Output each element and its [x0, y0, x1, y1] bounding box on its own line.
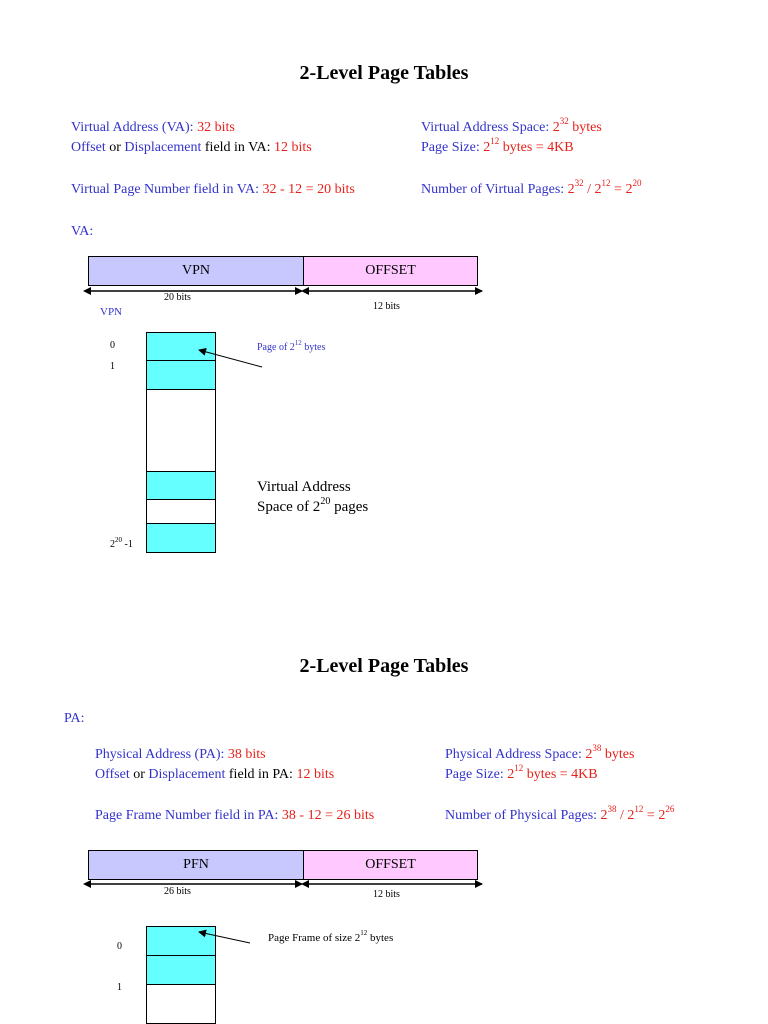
offset-word: Offset — [71, 140, 106, 155]
frame-note-base: Page Frame of size 2 — [268, 932, 361, 944]
pa-offset-value: 12 bits — [296, 767, 335, 782]
vpn-row-1-label: 1 — [110, 361, 115, 372]
va-heading: VA: — [71, 224, 94, 239]
vpn-field-value: 32 - 12 = 20 bits — [262, 182, 355, 197]
section1-title: 2-Level Page Tables — [299, 62, 469, 84]
section2-title: 2-Level Page Tables — [299, 655, 469, 677]
offset-value: 12 bits — [274, 140, 312, 155]
pa-num-pages-b3: 2 — [658, 808, 666, 823]
vpn-axis-label: VPN — [100, 306, 123, 318]
page-size-rest: bytes = 4KB — [499, 140, 574, 155]
pa-label: Physical Address (PA): — [95, 747, 228, 762]
pfn-row-0-label: 0 — [117, 941, 122, 952]
pa-num-pages-e2: 12 — [634, 804, 644, 815]
page-size-base: 2 — [483, 140, 491, 155]
pa-offset-word: Offset — [95, 767, 130, 782]
pa-num-pages-e3: 26 — [665, 804, 675, 815]
vpn-box: VPN — [88, 256, 304, 286]
pa-page-size-label: Page Size: — [445, 767, 508, 782]
pfn-row-1-label: 1 — [117, 982, 122, 993]
num-pages-e1: 32 — [574, 178, 584, 189]
vpn-row-0-label: 0 — [110, 340, 115, 351]
num-pages-sep: / — [583, 182, 595, 197]
field-in-pa: field in PA: — [225, 767, 297, 782]
pa-value: 38 bits — [227, 747, 266, 762]
vas-desc-line1: Virtual Address — [257, 479, 351, 495]
num-pages-b1: 2 — [567, 182, 575, 197]
pa-offset-bits-label: 12 bits — [373, 889, 400, 900]
page-pointer-arrow — [199, 350, 262, 367]
pfn-box: PFN — [88, 850, 304, 880]
page-size-exp: 12 — [490, 136, 500, 147]
displacement-word: Displacement — [124, 140, 202, 155]
pfn-bits-label: 26 bits — [164, 886, 191, 897]
num-pages-b2: 2 — [594, 182, 602, 197]
pa-page-size-rest: bytes = 4KB — [523, 767, 598, 782]
vpn-field-label: Virtual Page Number field in VA: — [71, 182, 263, 197]
page-note-base: Page of 2 — [257, 342, 295, 353]
row-last-rest: -1 — [122, 539, 133, 550]
pas-label: Physical Address Space: — [445, 747, 586, 762]
pa-num-pages-b2: 2 — [627, 808, 635, 823]
frame-note-exp: 12 — [360, 929, 368, 938]
vas-desc-line2-exp: 20 — [320, 496, 331, 507]
pfn-field-label: Page Frame Number field in PA: — [95, 808, 282, 823]
field-in-va: field in VA: — [201, 140, 274, 155]
row-last-base: 2 — [110, 539, 115, 550]
va-value: 32 bits — [197, 120, 235, 135]
pa-offset-box: OFFSET — [303, 850, 478, 880]
row-last-exp: 20 — [115, 535, 122, 544]
pa-heading: PA: — [64, 711, 85, 726]
num-pages-eq: = — [610, 182, 626, 197]
frame-note-rest: bytes — [367, 932, 394, 944]
num-pages-e3: 20 — [632, 178, 642, 189]
vas-exp: 32 — [559, 116, 569, 127]
pa-page-size-exp: 12 — [514, 763, 524, 774]
num-pages-e2: 12 — [601, 178, 611, 189]
vas-unit: bytes — [568, 120, 602, 135]
pa-num-pages-label: Number of Physical Pages: — [445, 808, 601, 823]
vas-label: Virtual Address Space: — [421, 120, 553, 135]
or-word: or — [105, 140, 125, 155]
page-note-exp: 12 — [294, 338, 302, 347]
num-pages-label: Number of Virtual Pages: — [421, 182, 568, 197]
pa-num-pages-b1: 2 — [600, 808, 608, 823]
page-note-rest: bytes — [301, 342, 326, 353]
page-size-label: Page Size: — [421, 140, 484, 155]
va-offset-bits-label: 12 bits — [373, 301, 400, 312]
pas-unit: bytes — [601, 747, 635, 762]
vpn-bits-label: 20 bits — [164, 292, 191, 303]
pa-displacement-word: Displacement — [148, 767, 226, 782]
frame-pointer-arrow — [199, 932, 250, 943]
vas-desc-line2-b: pages — [330, 499, 369, 515]
va-offset-box: OFFSET — [303, 256, 478, 286]
num-pages-b3: 2 — [625, 182, 633, 197]
pa-num-pages-eq: = — [643, 808, 659, 823]
pa-page-size-base: 2 — [507, 767, 515, 782]
vas-base: 2 — [552, 120, 560, 135]
pfn-field-value: 38 - 12 = 26 bits — [281, 808, 375, 823]
pa-or-word: or — [129, 767, 149, 782]
vas-desc-line2-a: Space of 2 — [257, 499, 321, 515]
pas-base: 2 — [585, 747, 593, 762]
pas-exp: 38 — [592, 743, 602, 754]
pa-num-pages-sep: / — [616, 808, 628, 823]
pa-num-pages-e1: 38 — [607, 804, 617, 815]
va-label: Virtual Address (VA): — [71, 120, 198, 135]
